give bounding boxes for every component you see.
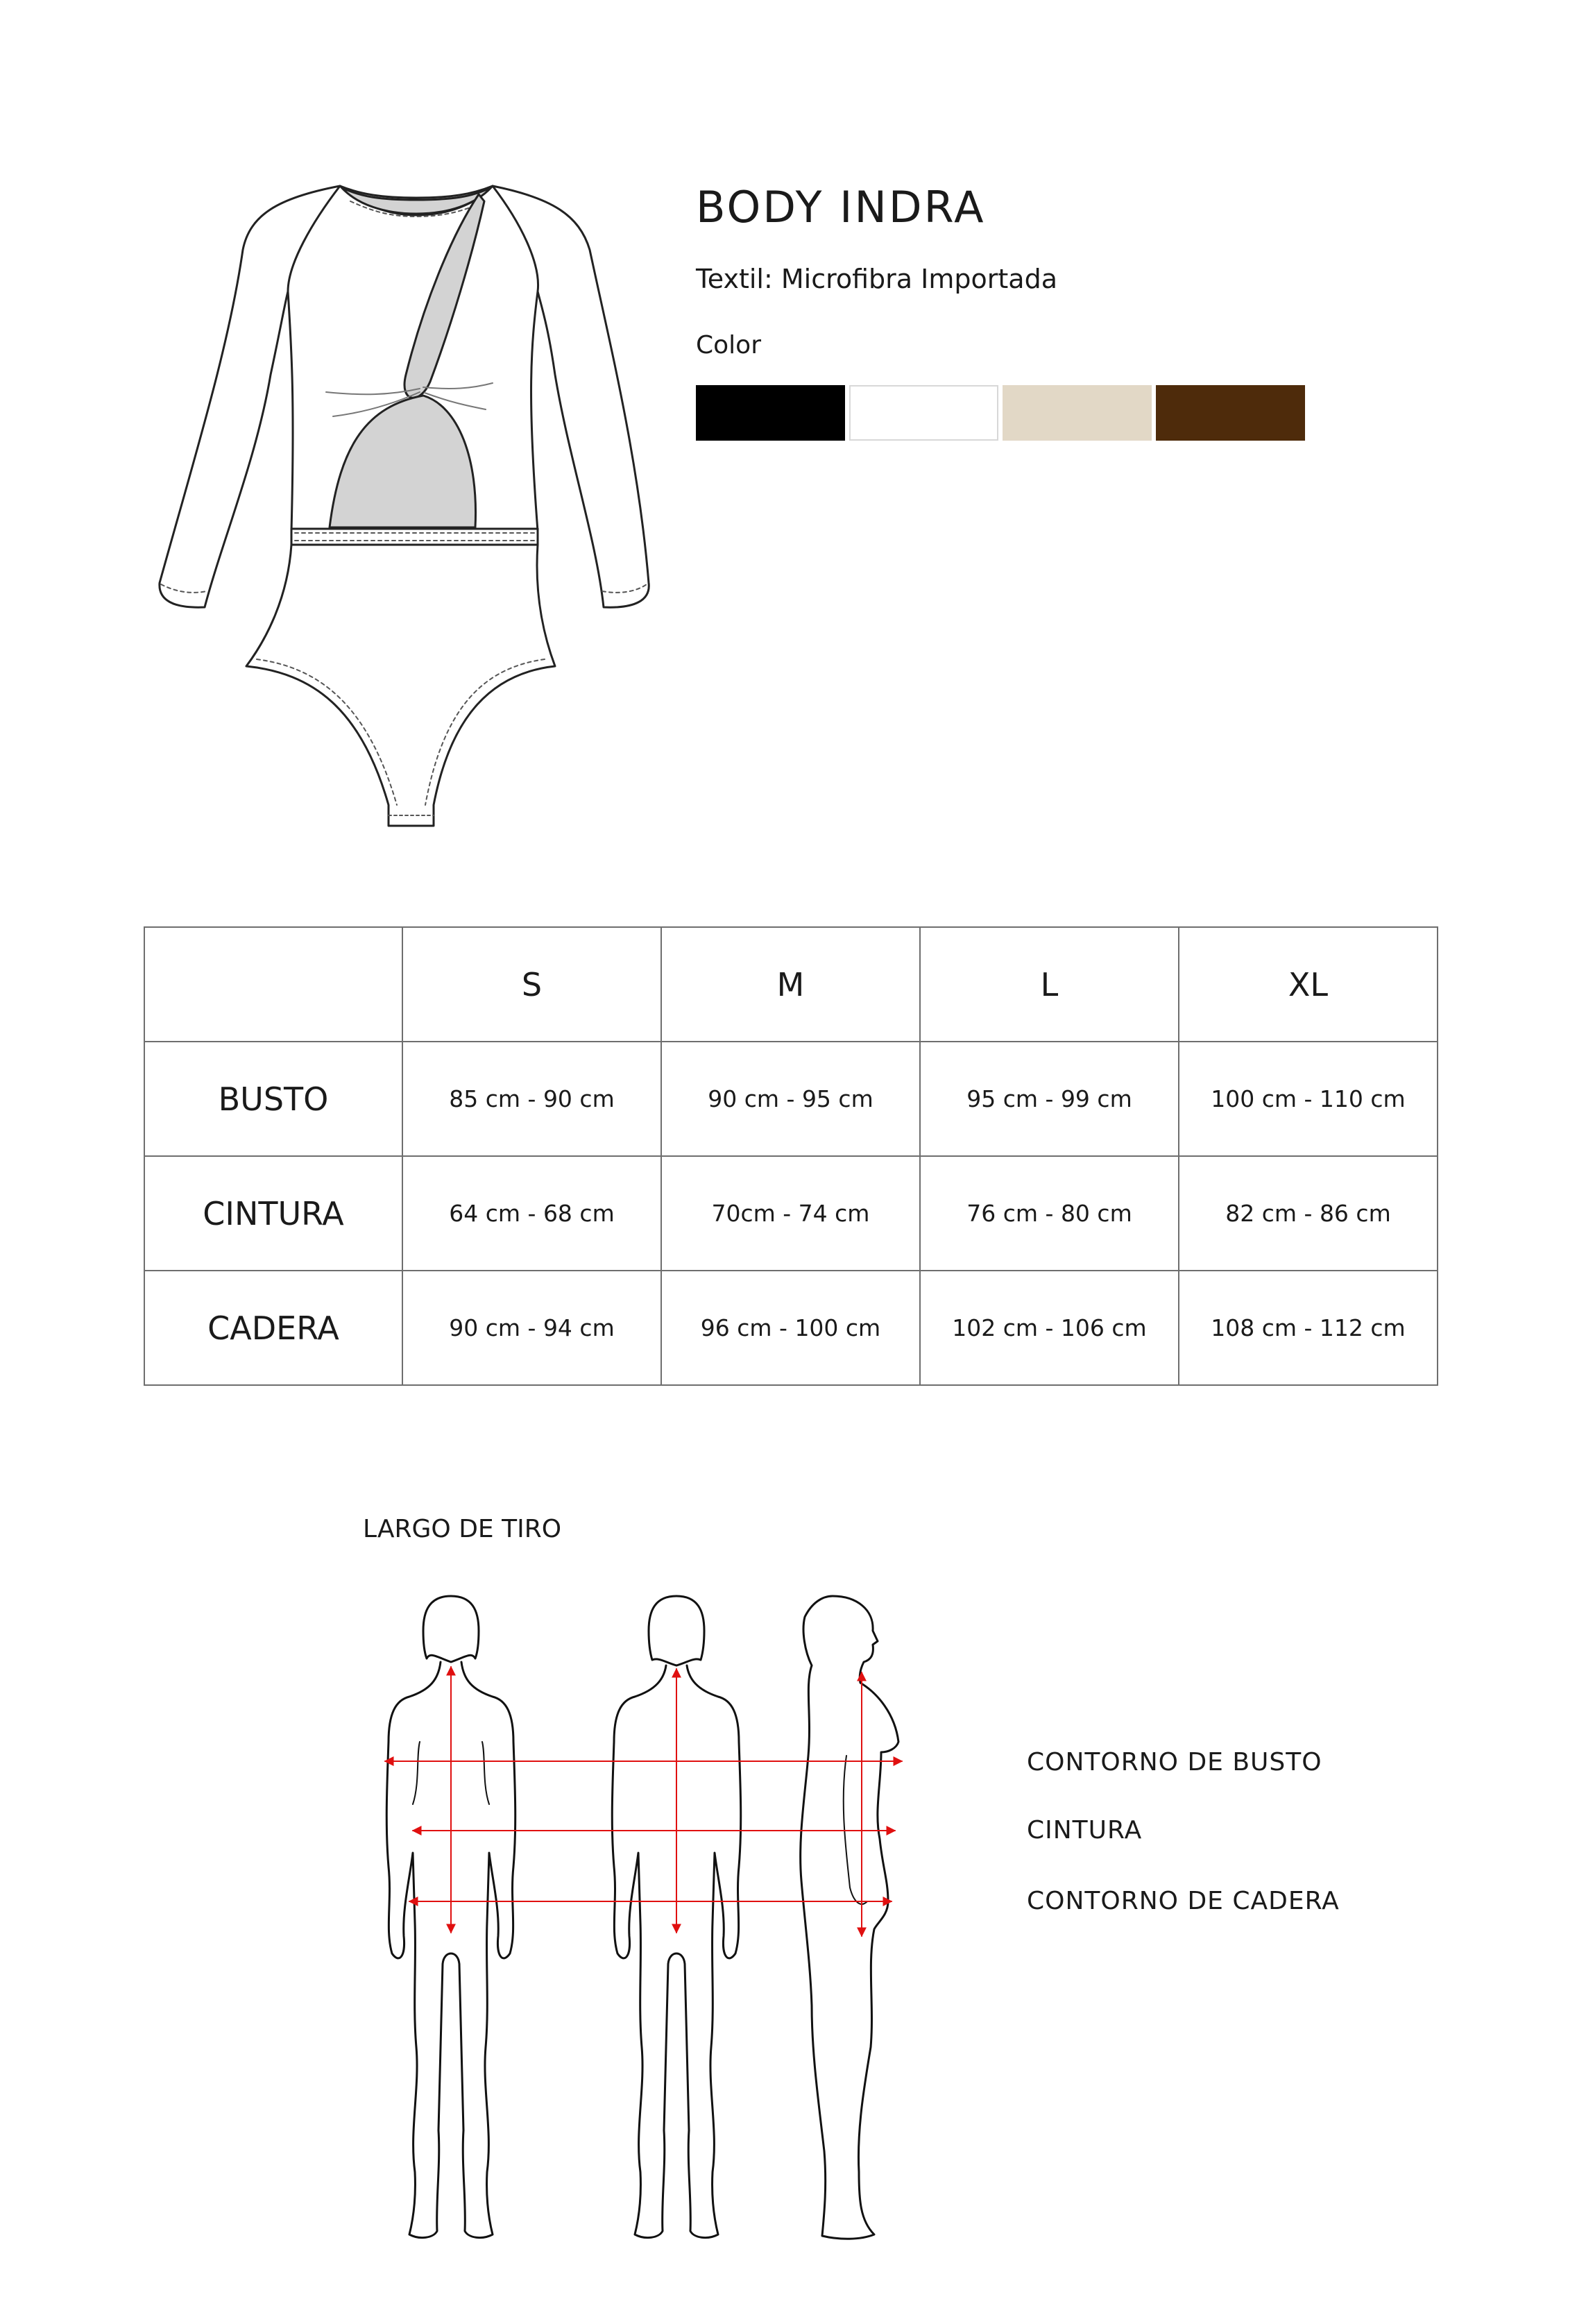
measurement-figures <box>361 1575 985 2269</box>
color-label: Color <box>696 331 761 359</box>
table-cell: 100 cm - 110 cm <box>1179 1042 1438 1156</box>
table-row <box>144 1271 1438 1385</box>
table-cell: 70cm - 74 cm <box>661 1156 920 1271</box>
color-swatch-beige[interactable] <box>1003 385 1152 441</box>
color-swatch-brown[interactable] <box>1156 385 1305 441</box>
table-row <box>144 1042 1438 1156</box>
size-header-l: L <box>920 927 1179 1042</box>
table-row <box>144 1156 1438 1271</box>
figure-side <box>801 1596 898 2239</box>
table-cell: 108 cm - 112 cm <box>1179 1271 1438 1385</box>
row-label-busto: BUSTO <box>144 1042 402 1156</box>
color-swatches <box>696 385 1305 441</box>
size-table <box>144 926 1438 1386</box>
largo-de-tiro-label: LARGO DE TIRO <box>363 1515 562 1543</box>
table-cell: 96 cm - 100 cm <box>661 1271 920 1385</box>
product-title: BODY INDRA <box>696 182 986 232</box>
table-cell: 76 cm - 80 cm <box>920 1156 1179 1271</box>
cadera-contour-label: CONTORNO DE CADERA <box>1027 1887 1340 1915</box>
color-swatch-black[interactable] <box>696 385 845 441</box>
table-cell: 82 cm - 86 cm <box>1179 1156 1438 1271</box>
busto-contour-label: CONTORNO DE BUSTO <box>1027 1748 1322 1776</box>
briefs <box>246 545 555 826</box>
measurement-lines <box>385 1667 902 1936</box>
table-cell: 95 cm - 99 cm <box>920 1042 1179 1156</box>
row-label-cintura: CINTURA <box>144 1156 402 1271</box>
size-header-s: S <box>402 927 661 1042</box>
table-cell: 90 cm - 94 cm <box>402 1271 661 1385</box>
garment-illustration <box>153 167 659 854</box>
size-header-empty <box>144 927 402 1042</box>
row-label-cadera: CADERA <box>144 1271 402 1385</box>
color-swatch-white[interactable] <box>849 385 998 441</box>
size-header-row <box>144 927 1438 1042</box>
product-textile: Textil: Microfibra Importada <box>696 264 1057 294</box>
size-header-m: M <box>661 927 920 1042</box>
cintura-label: CINTURA <box>1027 1816 1143 1844</box>
size-header-xl: XL <box>1179 927 1438 1042</box>
table-cell: 64 cm - 68 cm <box>402 1156 661 1271</box>
table-cell: 90 cm - 95 cm <box>661 1042 920 1156</box>
table-cell: 102 cm - 106 cm <box>920 1271 1179 1385</box>
table-cell: 85 cm - 90 cm <box>402 1042 661 1156</box>
